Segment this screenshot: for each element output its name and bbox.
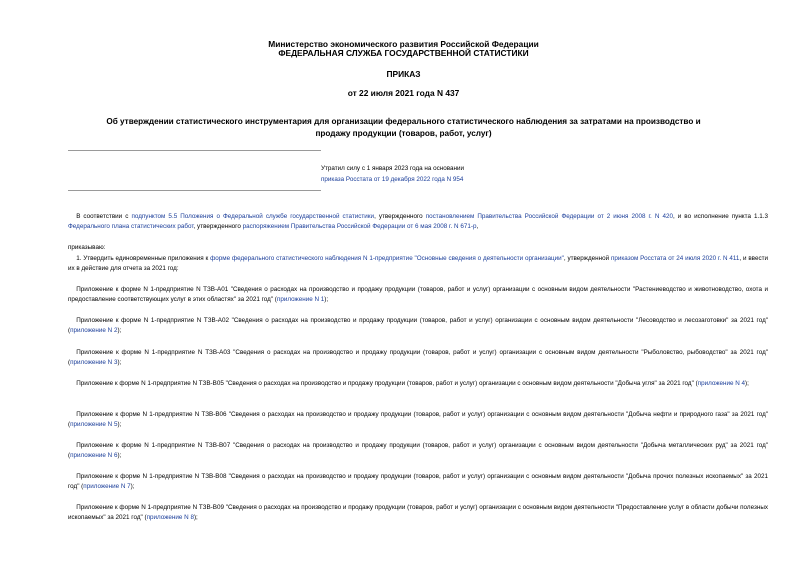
- appendix-text: Приложение к форме N 1-предприятие N ТЗВ-В05 "Сведения о расходах на производство и продажу продукции (товаров, работ и услуг) организации с основным видом деятельности "Добыча угля" за 2021 год" (: [76, 380, 698, 387]
- appendix-item: [68, 285, 768, 305]
- intro-text-3: , и во исполнение пункта 1.1.3: [672, 213, 768, 220]
- appendix-link[interactable]: приложение N 3: [70, 359, 118, 367]
- appendix-item: [68, 348, 768, 368]
- doc-title: Об утверждении статистического инструментария для организации федерального статистического наблюдения за затратами на производство и продажу продукции (товаров, работ, услуг): [106, 117, 701, 138]
- item-1-text-2: , утвержденной: [563, 255, 611, 262]
- item-1-link-order[interactable]: приказом Росстата от 24 июля 2020 г. N 411: [610, 255, 740, 262]
- appendix-text: Приложение к форме N 1-предприятие N ТЗВ-В06 "Сведения о расходах на производство и продажу продукции (товаров, работ и услуг) организации с основным видом деятельности "Добыча нефти и природного газа" за 2021 год" (: [68, 411, 768, 429]
- intro-link-regulation[interactable]: подпунктом 5.5 Положения о Федеральной службе государственной статистики: [131, 213, 375, 220]
- appendix-item: [68, 379, 768, 389]
- appendix-link[interactable]: приложение N 8: [146, 514, 194, 522]
- appendix-link[interactable]: приложение N 4: [697, 380, 746, 387]
- order-word: приказываю:: [68, 244, 106, 251]
- repeal-note: Утратил силу с 1 января 2023 года на основании: [321, 165, 465, 172]
- appendix-link[interactable]: приложение N 1: [276, 296, 325, 304]
- appendix-text: Приложение к форме N 1-предприятие N ТЗВ-В08 "Сведения о расходах на производство и продажу продукции (товаров, работ и услуг) организации с основным видом деятельности "Добыча прочих полезных ископаемых" за 2021 год" (: [68, 473, 768, 491]
- appendix-item: [68, 410, 768, 430]
- item-1-text-1: 1. Утвердить единовременные приложения к: [76, 255, 211, 262]
- appendix-end: );: [117, 452, 122, 460]
- doc-date-number: от 22 июля 2021 года N 437: [347, 88, 460, 98]
- appendix-item: [68, 503, 768, 523]
- intro-link-resolution[interactable]: постановлением Правительства Российской Федерации от 2 июня 2008 г. N 420: [425, 213, 673, 220]
- appendix-end: );: [324, 296, 329, 304]
- intro-text-1: В соответствии с: [76, 213, 132, 220]
- appendix-text: Приложение к форме N 1-предприятие N ТЗВ-В09 "Сведения о расходах на производство и продажу продукции (товаров, работ и услуг) организации с основным видом деятельности "Предоставление услуг в области добычи полезных ископаемых" за 2021 год" (: [68, 504, 768, 522]
- appendix-text: Приложение к форме N 1-предприятие N ТЗВ-А02 "Сведения о расходах на производство и продажу продукции (товаров, работ и услуг) организации с основным видом деятельности "Лесоводство и лесозаготовки" за 2021 год" (: [68, 317, 768, 335]
- separator-line-bottom: [68, 190, 321, 191]
- appendix-text: Приложение к форме N 1-предприятие N ТЗВ-А03 "Сведения о расходах на производство и продажу продукции (товаров, работ и услуг) организации с основным видом деятельности "Рыболовство, рыбоводство" за 2021 год" (: [68, 349, 768, 367]
- intro-link-plan[interactable]: Федерального плана статистических работ: [68, 223, 194, 231]
- doc-type: ПРИКАЗ: [386, 69, 421, 79]
- repeal-note-link[interactable]: приказа Росстата от 19 декабря 2022 года N 954: [321, 176, 464, 183]
- appendix-link[interactable]: приложение N 5: [70, 421, 118, 429]
- appendix-item: [68, 472, 768, 492]
- appendix-end: );: [117, 421, 122, 429]
- appendix-link[interactable]: приложение N 6: [70, 452, 118, 460]
- appendix-text: Приложение к форме N 1-предприятие N ТЗВ-А01 "Сведения о расходах на производство и продажу продукции (товаров, работ и услуг) организации с основным видом деятельности "Растениеводство и животноводство, охота и предоставление соответствующих услуг в этих областях" за 2021 год" (: [68, 286, 768, 304]
- appendix-item: [68, 316, 768, 336]
- appendix-text: Приложение к форме N 1-предприятие N ТЗВ-В07 "Сведения о расходах на производство и продажу продукции (товаров, работ и услуг) организации с основным видом деятельности "Добыча металлических руд" за 2021 год" (: [68, 442, 768, 460]
- separator-line-top: [68, 150, 321, 151]
- appendix-link[interactable]: приложение N 7: [83, 483, 131, 491]
- service-name: ФЕДЕРАЛЬНАЯ СЛУЖБА ГОСУДАРСТВЕННОЙ СТАТИСТИКИ: [278, 48, 529, 58]
- ministry-name: Министерство экономического развития Российской Федерации: [268, 39, 539, 49]
- appendix-item: [68, 441, 768, 461]
- appendix-end: );: [130, 483, 135, 491]
- appendix-end: );: [117, 359, 122, 367]
- appendix-end: );: [117, 327, 122, 335]
- item-1-text-3: , и ввести их в действие для отчета за 2021 год:: [68, 255, 768, 273]
- intro-link-order[interactable]: распоряжением Правительства Российской Федерации от 6 мая 2008 г. N 671-р: [242, 223, 477, 231]
- intro-text-4: , утвержденного: [193, 223, 243, 231]
- intro-paragraph: [68, 212, 768, 232]
- intro-text-2: , утвержденного: [374, 213, 426, 220]
- appendix-link[interactable]: приложение N 2: [70, 327, 118, 335]
- item-1-link-form[interactable]: форме федерального статистического наблюдения N 1-предприятие "Основные сведения о деятельности организации": [210, 255, 564, 262]
- appendix-end: );: [193, 514, 198, 522]
- appendix-end: );: [745, 380, 749, 387]
- intro-text-5: ,: [476, 223, 479, 231]
- item-1-paragraph: [68, 254, 768, 274]
